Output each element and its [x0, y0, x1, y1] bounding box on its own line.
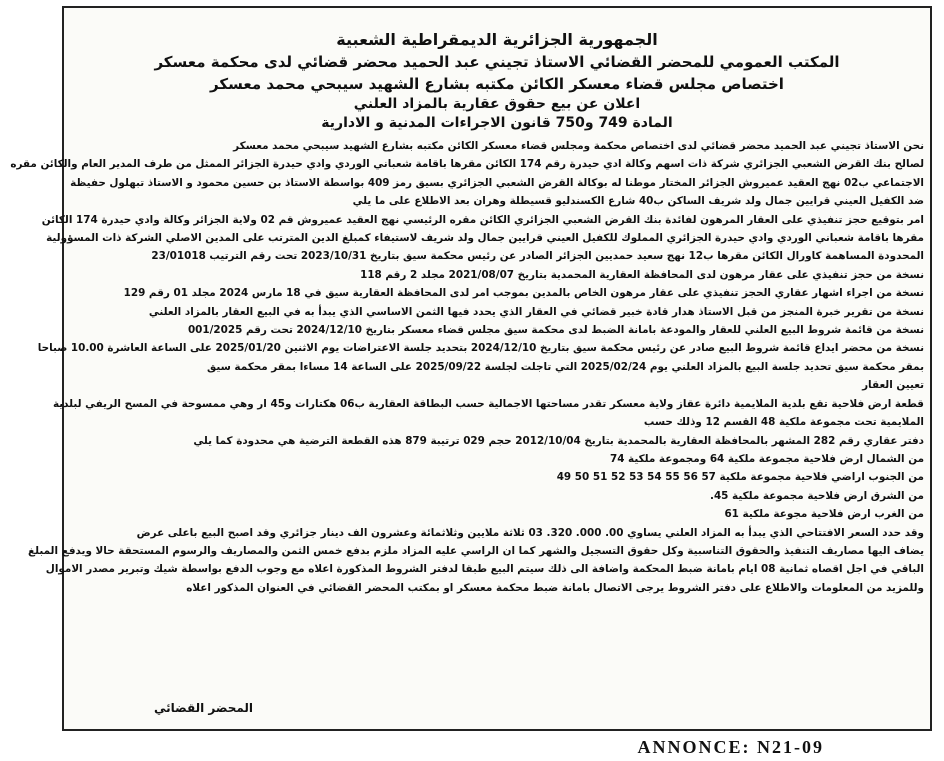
body-line: من الغرب ارض فلاحية مجوعة ملكية 61: [724, 508, 924, 521]
body-line: من الشمال ارض فلاحية مجموعة ملكية 64 ومجموعة ملكية 74: [609, 452, 924, 465]
body-line: المحدودة المساهمة كاورال الكائن مقرها ب12 نهج سعيد حمديين الجزائر الصادر عن رئيس محكمة سيق بتاريخ 2023/10/31 تحت رقم الترتيب 23/01018: [151, 250, 924, 263]
body-line: الاجتماعي ب02 نهج العقيد عميروش الجزائر المختار موطنا له بوكالة القرض الشعبي الجزائري بسيق رمز 409 بواسطة الاستاذ بن حسين محمود و الاستاذ تبهلول حفيظة: [70, 176, 924, 189]
body-line: نسخة من قائمة شروط البيع العلني للعقار والمودعة بامانة الضبط لدى محكمة سيق مجلس قضاء معسكر بتاريخ 2024/12/10 تحت رقم 001/2025: [187, 324, 924, 337]
body-line: امر بتوقيع حجز تنفيذي على العقار المرهون لفائدة بنك القرض الشعبي الجزائري الكائن مقره الرئيسي نهج العقيد عميروش قم 02 ولاية الجزائر وكالة وادي حيدرة 174 الكائن: [41, 213, 924, 226]
body-line: تعيين العقار: [862, 379, 924, 392]
body-line: ضد الكفيل العيني قرايين جمال ولد شريف الساكن ب40 شارع الكسندليو قسيطلة وهران بعد الاطلاع على ما يلي: [352, 195, 924, 208]
office-title: المكتب العمومي للمحضر القضائي الاستاذ تجيني عبد الحميد محضر قضائي لدى محكمة معسكر: [154, 53, 840, 71]
body-line: وقد حدد السعر الافتتاحي الذي يبدأ به المزاد العلني يساوي 00. 000. 320. 03 ثلاثة ملايين وثلاثمائة وعشرون الف دينار جزائري وقد اصبح البيع باعلى عرض: [136, 526, 924, 539]
bailiff-signature: المحضر القضائي: [154, 701, 254, 715]
announcement-title: اعلان عن بيع حقوق عقارية بالمزاد العلني: [353, 96, 641, 112]
body-line: بمقر محكمة سيق تحديد جلسة البيع بالمزاد العلني يوم 2025/02/24 التي تاجلت لجلسة 2025/09/22 على الساعة 14 مساءا بمقر محكمة سيق: [206, 360, 924, 373]
announcement-body: [10, 137, 930, 597]
body-line: نسخة من تقرير خبرة المنجز من قبل الاستاذ هدار قادة خبير قضائي في العقار الذي يحدد فيها الثمن الاساسي الذي يبدأ به في البيع العقار بالمزاد العلني: [148, 305, 924, 318]
body-line: لصالح بنك القرض الشعبي الجزائري شركة ذات اسهم وكالة ادي حيدرة رقم 174 الكائن مقرها باقامة شعباني الوردي وادي حيدرة الجزائر الممثل من طرف المدير العام والكائن مقره: [10, 158, 924, 171]
body-line: الباقي في اجل اقصاه ثمانية 08 ايام بامانة ضبط المحكمة واضافة الى ذلك سيتم البيع طبقا لدفتر الشروط المذكورة اعلاه مع وجوب الدفع بواسطة شيك وتبرير مصدر الاموال: [45, 563, 924, 576]
body-line: الملايمية تحت مجموعة ملكية 48 القسم 12 وذلك حسب: [643, 416, 924, 429]
body-line: دفتر عقاري رقم 282 المشهر بالمحافظة العقارية بالمحمدية بتاريخ 2012/10/04 حجم 029 ترتيبة 879 هذه القطعة الترضية هي محدودة كما يلي: [193, 434, 924, 447]
body-line: نسخة من حجز تنفيذي على عقار مرهون لدى المحافظة العقارية المحمدية بتاريخ 2021/08/07 مجلد 2 رقم 118: [360, 268, 924, 281]
body-line: نسخة من محضر ايداع قائمة شروط البيع صادر عن رئيس محكمة سيق بتاريخ 2024/12/10 بتحديد جلسة الاعتراضات يوم الاثنين 2025/01/20 على الساعة العاشرة 10.00 صباحا: [37, 342, 924, 355]
body-line: قطعة ارض فلاحية تقع بلدية الملايمية دائرة عقاز ولاية معسكر تقدر مساحتها الاجمالية حسب البطاقة العقارية ب06 هكتارات و45 ار وهي ممسوحة في المسح الريفي لبلدية: [52, 397, 924, 410]
header: [64, 30, 930, 131]
jurisdiction-title: اختصاص مجلس قضاء معسكر الكائن مكتبه بشارع الشهيد سيبحي محمد معسكر: [210, 75, 784, 93]
announcement-number: ANNONCE: N21-09: [637, 737, 824, 757]
body-line: يضاف اليها مصاريف التنفيذ والحقوق التناسبية وكل حقوق التسجيل والشهر كما ان الراسي عليه المزاد ملزم بدفع خمس الثمن والمصاريف والرسوم المستحقة حالا ويدفع المبلغ: [28, 544, 924, 557]
body-line: من الجنوب اراضي فلاحية مجموعة ملكية 57 56 55 54 53 52 51 50 49: [556, 471, 924, 484]
body-line: نسخة من اجراء اشهار عقاري الحجز تنفيذي على عقار مرهون الخاص بالمدين بموجب امر لدى المحافظة العقارية سيق في 18 مارس 2024 مجلد 01 رقم 129: [123, 287, 924, 300]
body-line: وللمزيد من المعلومات والاطلاع على دفتر الشروط يرجى الاتصال بامانة ضبط محكمة معسكر او بمكتب المحضر القضائي في العنوان المذكور اعلاه: [186, 581, 924, 594]
body-line: نحن الاستاذ تجيني عبد الحميد محضر قضائي لدى اختصاص محكمة ومجلس قضاء معسكر الكائن مكتبه بشارع الشهيد سيبحي محمد معسكر: [233, 140, 924, 152]
body-line: مقرها باقامة شعباني الوردي وادي حيدرة الجزائري المملوك للكفيل العيني قرايين جمال ولد شريف لاستيفاء كمبلغ الدين المترتب على المدين الاصلي الشركة ذات المسؤولية: [46, 232, 924, 245]
left-margin: [0, 0, 60, 761]
body-line: من الشرق ارض فلاحية مجموعة ملكية 45.: [709, 489, 924, 502]
articles-title: المادة 749 و750 قانون الاجراءات المدنية و الادارية: [321, 115, 673, 131]
announcement-frame: [10, 6, 932, 731]
republic-title: الجمهورية الجزائرية الديمقراطية الشعبية: [336, 30, 658, 49]
